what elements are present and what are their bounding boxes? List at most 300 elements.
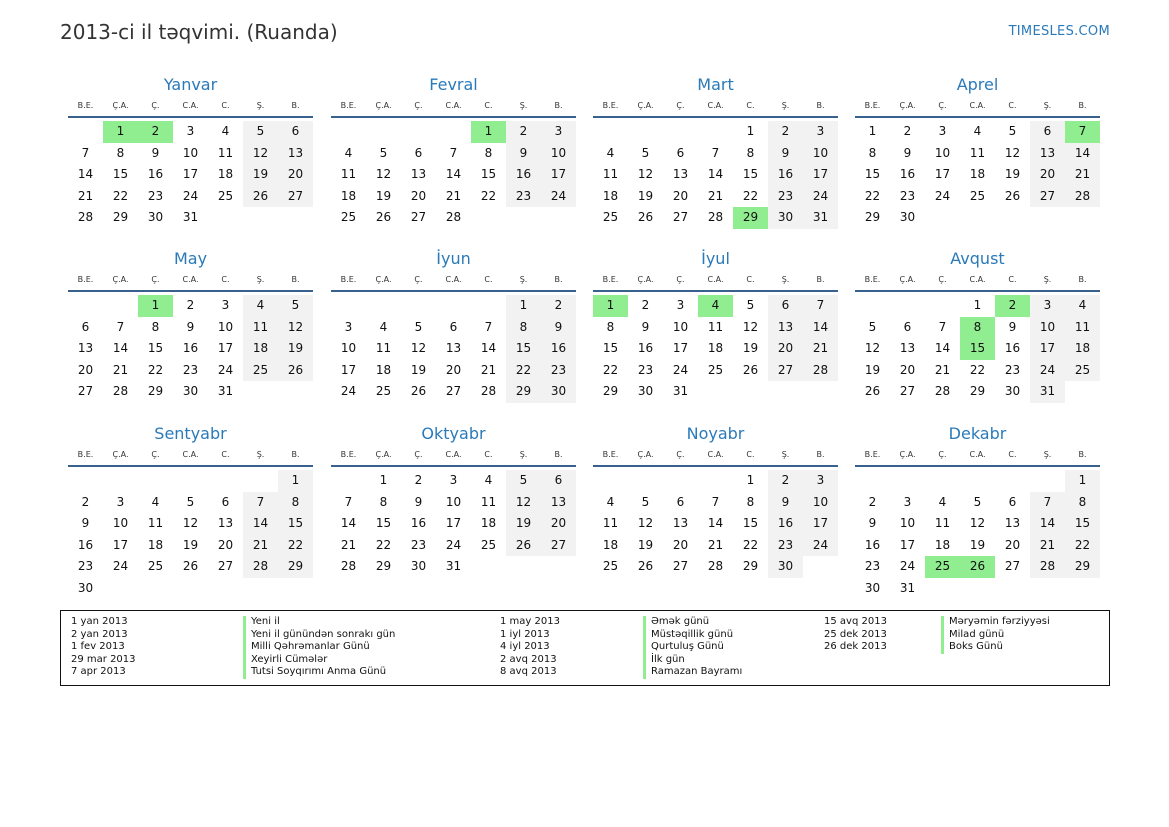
day-cell: 21 [340,537,357,552]
weekday-label: Ç. [414,101,423,110]
day-cell: 11 [217,145,234,160]
day-cell: 25 [480,537,497,552]
day-grid [593,295,838,403]
day-cell: 18 [217,167,234,182]
legend-names-col-2 [643,616,742,679]
day-cell: 2 [541,295,576,317]
day-cell: 13 [445,341,462,356]
day-cell: 15 [602,341,619,356]
day-cell: 1 [379,473,388,487]
legend-holiday-name: Yeni il [243,616,395,629]
weekday-label: Ç.A. [899,275,916,284]
empty-cell [925,470,960,492]
site-link[interactable]: TIMESLES.COM [1008,24,1110,39]
day-cell: 12 [1004,145,1021,160]
day-cell: 7 [243,492,278,514]
day-cell: 28 [77,210,94,225]
weekday-label: C. [221,101,230,110]
weekday-label: C.A. [969,450,986,459]
day-cell: 16 [637,341,654,356]
day-cell: 30 [147,210,164,225]
empty-cell [890,470,925,492]
day-cell: 30 [637,384,654,399]
weekday-label: Ç.A. [375,450,392,459]
empty-cell [331,470,366,492]
day-cell: 18 [375,362,392,377]
weekday-label: B. [1078,275,1087,284]
weekday-label: C.A. [445,450,462,459]
day-cell: 12 [375,167,392,182]
day-cell: 19 [637,188,654,203]
weekday-label: B.E. [864,101,881,110]
day-cell: 28 [243,556,278,578]
day-cell: 19 [410,362,427,377]
day-cell: 26 [410,384,427,399]
day-cell: 14 [1065,143,1100,165]
day-cell: 19 [637,537,654,552]
day-cell: 10 [1030,317,1065,339]
day-cell: 1 [746,124,755,138]
day-cell: 8 [278,492,313,514]
weekday-label: C.A. [969,101,986,110]
weekday-label: C.A. [445,101,462,110]
empty-cell [243,470,278,492]
empty-cell [925,295,960,317]
day-cell: 10 [934,145,951,160]
legend-holiday-name: Boks Günü [941,641,1050,654]
day-grid [855,470,1100,600]
empty-cell [401,295,436,317]
weekday-label: Ç.A. [899,450,916,459]
day-cell: 29 [969,384,986,399]
legend-names-col-3 [941,616,1050,654]
day-cell: 8 [484,145,493,160]
day-cell: 22 [742,537,759,552]
day-cell: 7 [1030,492,1065,514]
legend-holiday-name: Tutsi Soyqırımı Anma Günü [243,666,395,679]
day-cell: 9 [81,516,90,531]
legend-date: 15 avq 2013 [824,616,887,627]
day-cell: 25 [340,210,357,225]
day-cell: 12 [637,167,654,182]
day-cell: 23 [147,188,164,203]
weekday-label: Ç. [151,275,160,284]
day-cell: 5 [1008,124,1017,138]
day-cell: 9 [903,145,912,160]
day-cell: 18 [602,188,619,203]
day-cell: 18 [934,537,951,552]
day-grid [68,121,313,229]
day-cell: 26 [506,535,541,557]
day-cell: 9 [414,494,423,509]
month-4 [855,74,1100,229]
day-cell: 14 [934,341,951,356]
legend-dates-col-3 [824,616,887,654]
weekday-label: Ç.A. [375,275,392,284]
weekday-label: Ş. [781,275,790,284]
day-cell: 19 [969,537,986,552]
day-cell: 3 [803,470,838,492]
day-cell: 30 [768,207,803,229]
day-cell: 27 [672,559,689,574]
weekday-label: B. [816,450,825,459]
empty-cell [593,121,628,143]
day-cell: 14 [77,167,94,182]
day-cell: 5 [641,145,650,160]
day-cell: 8 [746,494,755,509]
day-cell: 29 [112,210,129,225]
month-name: Yanvar [163,75,218,94]
day-cell: 18 [1065,338,1100,360]
day-cell: 22 [278,535,313,557]
day-cell: 13 [77,341,94,356]
empty-cell [1030,470,1065,492]
day-cell: 22 [147,362,164,377]
day-cell: 12 [182,516,199,531]
day-cell: 26 [278,360,313,382]
day-cell: 24 [445,537,462,552]
day-cell: 24 [541,186,576,208]
empty-cell [331,295,366,317]
day-cell: 21 [480,362,497,377]
day-cell: 30 [77,580,94,595]
weekday-label: Ç.A. [899,101,916,110]
day-cell: 24 [803,535,838,557]
weekday-label: B. [554,450,563,459]
day-cell: 9 [541,317,576,339]
day-cell: 22 [602,362,619,377]
day-cell: 1 [746,473,755,487]
day-cell: 13 [278,143,313,165]
day-cell: 6 [1030,121,1065,143]
day-cell: 3 [1030,295,1065,317]
day-cell: 6 [768,295,803,317]
empty-cell [68,121,103,143]
weekday-label: Ç.A. [637,450,654,459]
day-cell: 6 [541,470,576,492]
empty-cell [68,295,103,317]
day-cell: 23 [410,537,427,552]
day-cell: 10 [541,143,576,165]
day-cell: 10 [803,492,838,514]
day-cell: 10 [899,516,916,531]
weekday-label: Ç. [938,450,947,459]
day-cell: 22 [969,362,986,377]
day-cell: 16 [77,537,94,552]
day-cell: 9 [768,492,803,514]
day-cell: 7 [81,145,90,160]
legend-date: 1 fev 2013 [71,641,125,652]
day-cell: 17 [541,164,576,186]
weekday-label: B. [1078,450,1087,459]
weekday-header [68,270,313,292]
day-cell: 15 [147,341,164,356]
day-cell: 27 [445,384,462,399]
legend-date: 1 iyl 2013 [500,628,550,640]
day-grid [593,121,838,229]
day-cell: 12 [278,317,313,339]
day-cell: 31 [803,207,838,229]
day-cell: 11 [147,516,164,531]
day-cell: 7 [344,494,353,509]
day-cell: 19 [243,164,278,186]
day-cell: 27 [541,535,576,557]
empty-cell [366,295,401,317]
day-cell: 29 [506,381,541,403]
weekday-label: Ç. [676,101,685,110]
day-cell: 16 [768,513,803,535]
day-cell: 17 [803,164,838,186]
day-cell: 12 [969,516,986,531]
day-cell: 18 [602,537,619,552]
day-cell: 26 [182,559,199,574]
day-cell: 16 [899,167,916,182]
weekday-label: Ş. [1043,275,1052,284]
weekday-label: C. [484,101,493,110]
month-11 [593,423,838,578]
day-cell: 14 [707,516,724,531]
day-cell: 7 [116,319,125,334]
day-cell: 24 [340,384,357,399]
day-cell: 7 [484,319,493,334]
day-cell: 28 [803,360,838,382]
day-cell: 30 [182,384,199,399]
day-cell: 5 [243,121,278,143]
legend-dates-col-2 [500,616,560,679]
day-cell: 25 [602,210,619,225]
day-cell: 29 [864,210,881,225]
day-cell: 26 [864,384,881,399]
empty-cell [68,470,103,492]
day-cell: 10 [340,341,357,356]
day-cell: 5 [746,298,755,312]
day-cell: 16 [410,516,427,531]
month-3 [593,74,838,229]
empty-cell [173,470,208,492]
day-cell: 20 [768,338,803,360]
day-cell: 27 [768,360,803,382]
day-cell: 10 [445,494,462,509]
weekday-label: C. [746,275,755,284]
day-cell: 11 [969,145,986,160]
weekday-label: C. [484,275,493,284]
day-cell: 15 [278,513,313,535]
empty-cell [103,295,138,317]
legend-date: 2 yan 2013 [71,628,128,640]
day-cell: 23 [899,188,916,203]
weekday-header [68,96,313,118]
day-cell: 28 [480,384,497,399]
weekday-label: Ş. [1043,450,1052,459]
legend-date: 1 may 2013 [500,616,560,627]
day-cell: 17 [217,341,234,356]
day-cell: 29 [1065,556,1100,578]
day-cell: 13 [1030,143,1065,165]
holiday-day-cell: 1 [138,295,173,317]
weekday-header [331,96,576,118]
weekday-label: B. [291,275,300,284]
weekday-label: Ç.A. [637,101,654,110]
day-cell: 14 [803,317,838,339]
day-cell: 3 [221,298,230,312]
month-name: Avqust [950,249,1005,268]
day-cell: 13 [410,167,427,182]
day-cell: 5 [186,494,195,509]
day-cell: 29 [147,384,164,399]
day-cell: 11 [707,319,724,334]
empty-cell [628,470,663,492]
weekday-label: C. [1008,275,1017,284]
day-cell: 22 [480,188,497,203]
day-cell: 12 [506,492,541,514]
weekday-label: B. [1078,101,1087,110]
day-cell: 11 [340,167,357,182]
weekday-label: Ş. [781,450,790,459]
weekday-label: B. [554,101,563,110]
weekday-label: C. [1008,450,1017,459]
day-cell: 24 [672,362,689,377]
day-cell: 11 [480,494,497,509]
day-cell: 22 [375,537,392,552]
weekday-label: B. [554,275,563,284]
empty-cell [401,121,436,143]
day-cell: 6 [676,145,685,160]
legend-holiday-name: Ramazan Bayramı [643,666,742,679]
day-cell: 9 [868,516,877,531]
day-cell: 4 [606,494,615,509]
day-cell: 3 [541,121,576,143]
weekday-label: Ç.A. [375,101,392,110]
day-cell: 15 [1065,513,1100,535]
legend-holiday-name: Məryəmin fərziyyəsi [941,616,1050,629]
day-cell: 30 [864,580,881,595]
legend-date: 8 avq 2013 [500,666,557,677]
day-cell: 16 [541,338,576,360]
day-cell: 27 [217,559,234,574]
day-cell: 23 [182,362,199,377]
legend-holiday-name: Müstəqillik günü [643,629,742,642]
day-cell: 19 [742,341,759,356]
day-cell: 20 [1030,164,1065,186]
day-cell: 14 [112,341,129,356]
weekday-label: B. [291,450,300,459]
day-cell: 6 [449,319,458,334]
legend-date: 1 yan 2013 [71,616,128,627]
legend-date: 2 avq 2013 [500,653,557,665]
day-cell: 9 [1008,319,1017,334]
empty-cell [628,121,663,143]
legend-holiday-name: Əmək günü [643,616,742,629]
day-grid [331,470,576,578]
weekday-label: C.A. [182,101,199,110]
day-cell: 24 [934,188,951,203]
day-cell: 2 [903,124,912,138]
day-cell: 18 [147,537,164,552]
legend-holiday-name: Yeni il günündən sonrakı gün [243,629,395,642]
weekday-label: B.E. [864,275,881,284]
day-cell: 14 [340,516,357,531]
holiday-day-cell: 2 [995,295,1030,317]
weekday-header [331,270,576,292]
day-cell: 4 [151,494,160,509]
day-cell: 20 [899,362,916,377]
holiday-day-cell: 8 [960,317,995,339]
month-name: May [173,249,208,268]
legend-date: 26 dek 2013 [824,641,887,652]
empty-cell [138,470,173,492]
day-cell: 31 [1030,381,1065,403]
month-name: Sentyabr [154,424,227,443]
legend-dates-col-1 [71,616,136,679]
day-cell: 10 [112,516,129,531]
day-grid [855,121,1100,229]
day-cell: 23 [541,360,576,382]
empty-cell [208,470,243,492]
weekday-label: Ş. [519,450,528,459]
day-cell: 14 [243,513,278,535]
day-cell: 4 [221,124,230,138]
weekday-label: B.E. [602,275,619,284]
day-cell: 23 [864,559,881,574]
day-cell: 7 [449,145,458,160]
day-cell: 14 [480,341,497,356]
weekday-label: C. [746,101,755,110]
weekday-label: C. [1008,101,1017,110]
weekday-label: C.A. [182,450,199,459]
month-name: Mart [697,75,734,94]
day-cell: 17 [182,167,199,182]
day-cell: 19 [375,188,392,203]
day-cell: 22 [1065,535,1100,557]
day-cell: 17 [1030,338,1065,360]
day-cell: 8 [868,145,877,160]
weekday-label: B. [291,101,300,110]
day-cell: 3 [803,121,838,143]
day-cell: 23 [506,186,541,208]
day-cell: 7 [803,295,838,317]
day-cell: 24 [182,188,199,203]
weekday-label: Ş. [256,101,265,110]
day-cell: 21 [803,338,838,360]
day-cell: 24 [217,362,234,377]
day-cell: 19 [1004,167,1021,182]
weekday-label: Ç. [414,275,423,284]
day-cell: 9 [151,145,160,160]
day-cell: 21 [77,188,94,203]
empty-cell [698,121,733,143]
weekday-label: C.A. [182,275,199,284]
day-cell: 13 [217,516,234,531]
day-cell: 25 [217,188,234,203]
day-cell: 30 [541,381,576,403]
weekday-label: Ç.A. [112,450,129,459]
day-cell: 17 [803,513,838,535]
day-cell: 17 [445,516,462,531]
day-cell: 20 [77,362,94,377]
month-name: İyun [436,249,471,268]
day-cell: 15 [375,516,392,531]
day-cell: 5 [506,470,541,492]
day-cell: 15 [112,167,129,182]
day-cell: 27 [77,384,94,399]
holiday-day-cell: 25 [925,556,960,578]
day-cell: 17 [899,537,916,552]
day-cell: 22 [112,188,129,203]
weekday-label: B.E. [77,275,94,284]
legend-holiday-name: Milli Qəhrəmanlar Günü [243,641,395,654]
weekday-label: Ç. [938,101,947,110]
day-grid [68,470,313,600]
